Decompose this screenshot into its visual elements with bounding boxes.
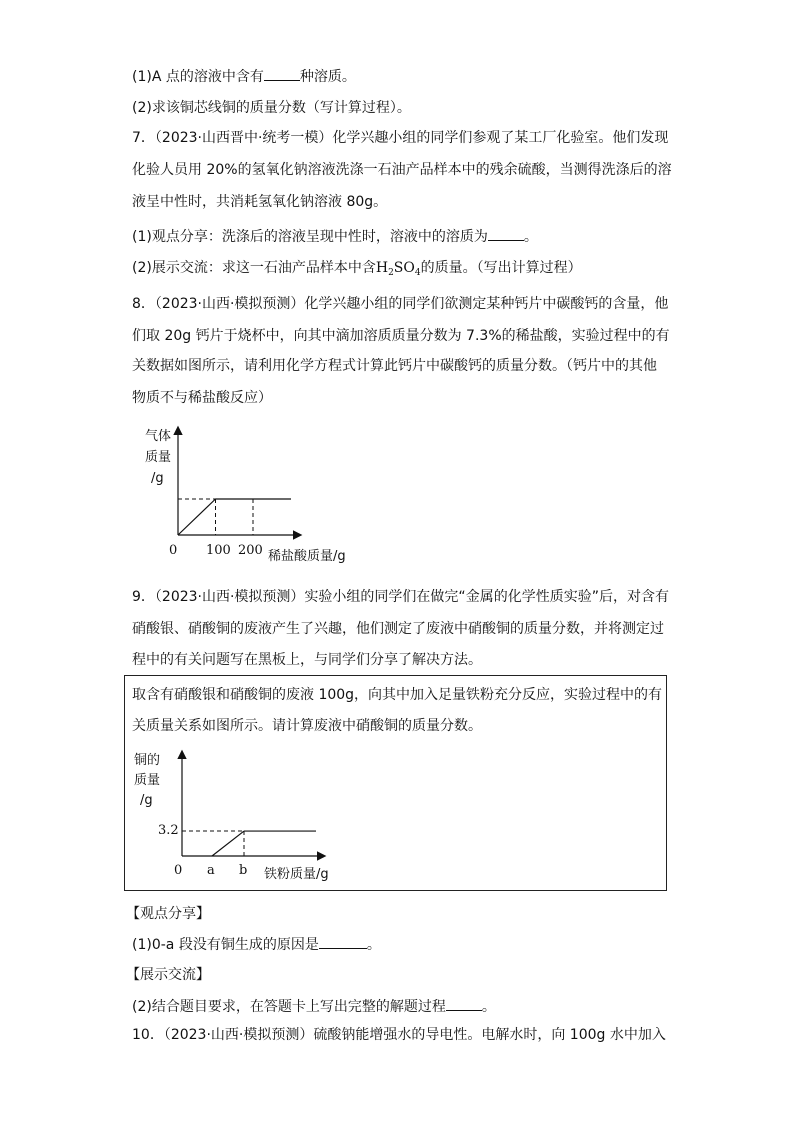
y-axis-label-line3: /g — [151, 471, 164, 486]
q8-line3: 关数据如图所示，请利用化学方程式计算此钙片中碳酸钙的质量分数。（钙片中的其他 — [132, 358, 657, 374]
q7-sub1-text: (1)观点分享：洗涤后的溶液呈现中性时，溶液中的溶质为 — [132, 229, 488, 245]
plot-area — [178, 499, 291, 535]
copper-mass-chart — [128, 742, 368, 884]
box-line1: 取含有硝酸银和硝酸铜的废液 100g，向其中加入足量铁粉充分反应，实验过程中的有 — [132, 687, 663, 703]
q6-part1-text: (1)A 点的溶液中含有 — [132, 69, 264, 85]
x-tick-label: a — [207, 863, 215, 878]
q7-line2: 化验人员用 20%的氢氧化钠溶液洗涤一石油产品样本中的残余硫酸，当测得洗涤后的溶 — [132, 162, 672, 178]
q7-sub2-text: (2)展示交流：求这一石油产品样本中含 — [132, 260, 376, 276]
y-axis-label-line2: 质量 — [145, 450, 172, 465]
answer-blank[interactable] — [264, 66, 300, 81]
gas-mass-chart — [130, 420, 390, 570]
y-axis-label-line1: 气体 — [145, 429, 172, 444]
answer-blank[interactable] — [319, 934, 367, 949]
x-tick-label: b — [239, 863, 248, 878]
answer-blank[interactable] — [488, 226, 524, 241]
q9-line3: 程中的有关问题写在黑板上，与同学们分享了解决方法。 — [132, 652, 482, 668]
q9-sub1-text: (1)0-a 段没有铜生成的原因是 — [132, 937, 319, 953]
y-axis-label-line2: 质量 — [134, 773, 161, 788]
heading-viewpoint: 【观点分享】 — [126, 906, 210, 922]
heading-exchange: 【展示交流】 — [126, 967, 210, 983]
q9-sub2-text: (2)结合题目要求，在答题卡上写出完整的解题过程 — [132, 999, 446, 1015]
q7-sub2 — [132, 258, 582, 283]
q8-line2: 们取 20g 钙片于烧杯中，向其中滴加溶质质量分数为 7.3%的稀盐酸，实验过程中的有 — [132, 328, 670, 344]
answer-blank[interactable] — [446, 996, 482, 1011]
formula-h2so4: $H_2SO_4$ — [375, 260, 421, 278]
y-axis-label-line1: 铜的 — [134, 753, 161, 768]
box-line2: 关质量关系如图所示。请计算废液中硝酸铜的质量分数。 — [132, 718, 482, 734]
q7-sub1 — [132, 226, 538, 247]
series-rise-line — [178, 499, 216, 535]
q6-part1-suffix: 种溶质。 — [299, 69, 356, 85]
q8-line4: 物质不与稀盐酸反应） — [132, 390, 272, 406]
q6-part2: (2)求该铜芯线铜的质量分数（写计算过程）。 — [132, 100, 411, 116]
x-axis-label: 铁粉质量/g — [264, 867, 329, 882]
q9-sub1-suffix: 。 — [366, 937, 381, 953]
q9-sub1 — [132, 934, 381, 955]
x-axis-label: 稀盐酸质量/g — [268, 549, 346, 564]
q7-sub2-suffix: 的质量。（写出计算过程） — [420, 260, 582, 276]
q7-sub1-suffix: 。 — [523, 229, 538, 245]
x-tick-label: 100 — [206, 543, 231, 558]
x-tick-label: 200 — [238, 543, 263, 558]
q7-line1: 7．（2023·山西晋中·统考一模）化学兴趣小组的同学们参观了某工厂化验室。他们发现 — [132, 130, 669, 146]
q9-line2: 硝酸银、硝酸铜的废液产生了兴趣，他们测定了废液中硝酸铜的质量分数，并将测定过 — [132, 621, 664, 637]
q8-line1: 8．（2023·山西·模拟预测）化学兴趣小组的同学们欲测定某种钙片中碳酸钙的含量，他 — [132, 296, 669, 312]
q6-part1 — [132, 66, 356, 87]
q9-sub2-suffix: 。 — [481, 999, 496, 1015]
origin-label: 0 — [174, 863, 183, 878]
q9-line1: 9．（2023·山西·模拟预测）实验小组的同学们在做完“金属的化学性质实验”后，对含有 — [132, 589, 669, 605]
q10-line1: 10．（2023·山西·模拟预测）硫酸钠能增强水的导电性。电解水时，向 100g 水中加入 — [132, 1027, 666, 1043]
q7-line3: 液呈中性时，共消耗氢氧化钠溶液 80g。 — [132, 194, 388, 210]
y-tick-label: 3.2 — [158, 823, 179, 838]
q9-sub2 — [132, 996, 496, 1017]
origin-label: 0 — [169, 543, 178, 558]
plot-area — [182, 831, 316, 856]
series-rise-line — [212, 831, 244, 856]
y-axis-label-line3: /g — [140, 793, 153, 808]
